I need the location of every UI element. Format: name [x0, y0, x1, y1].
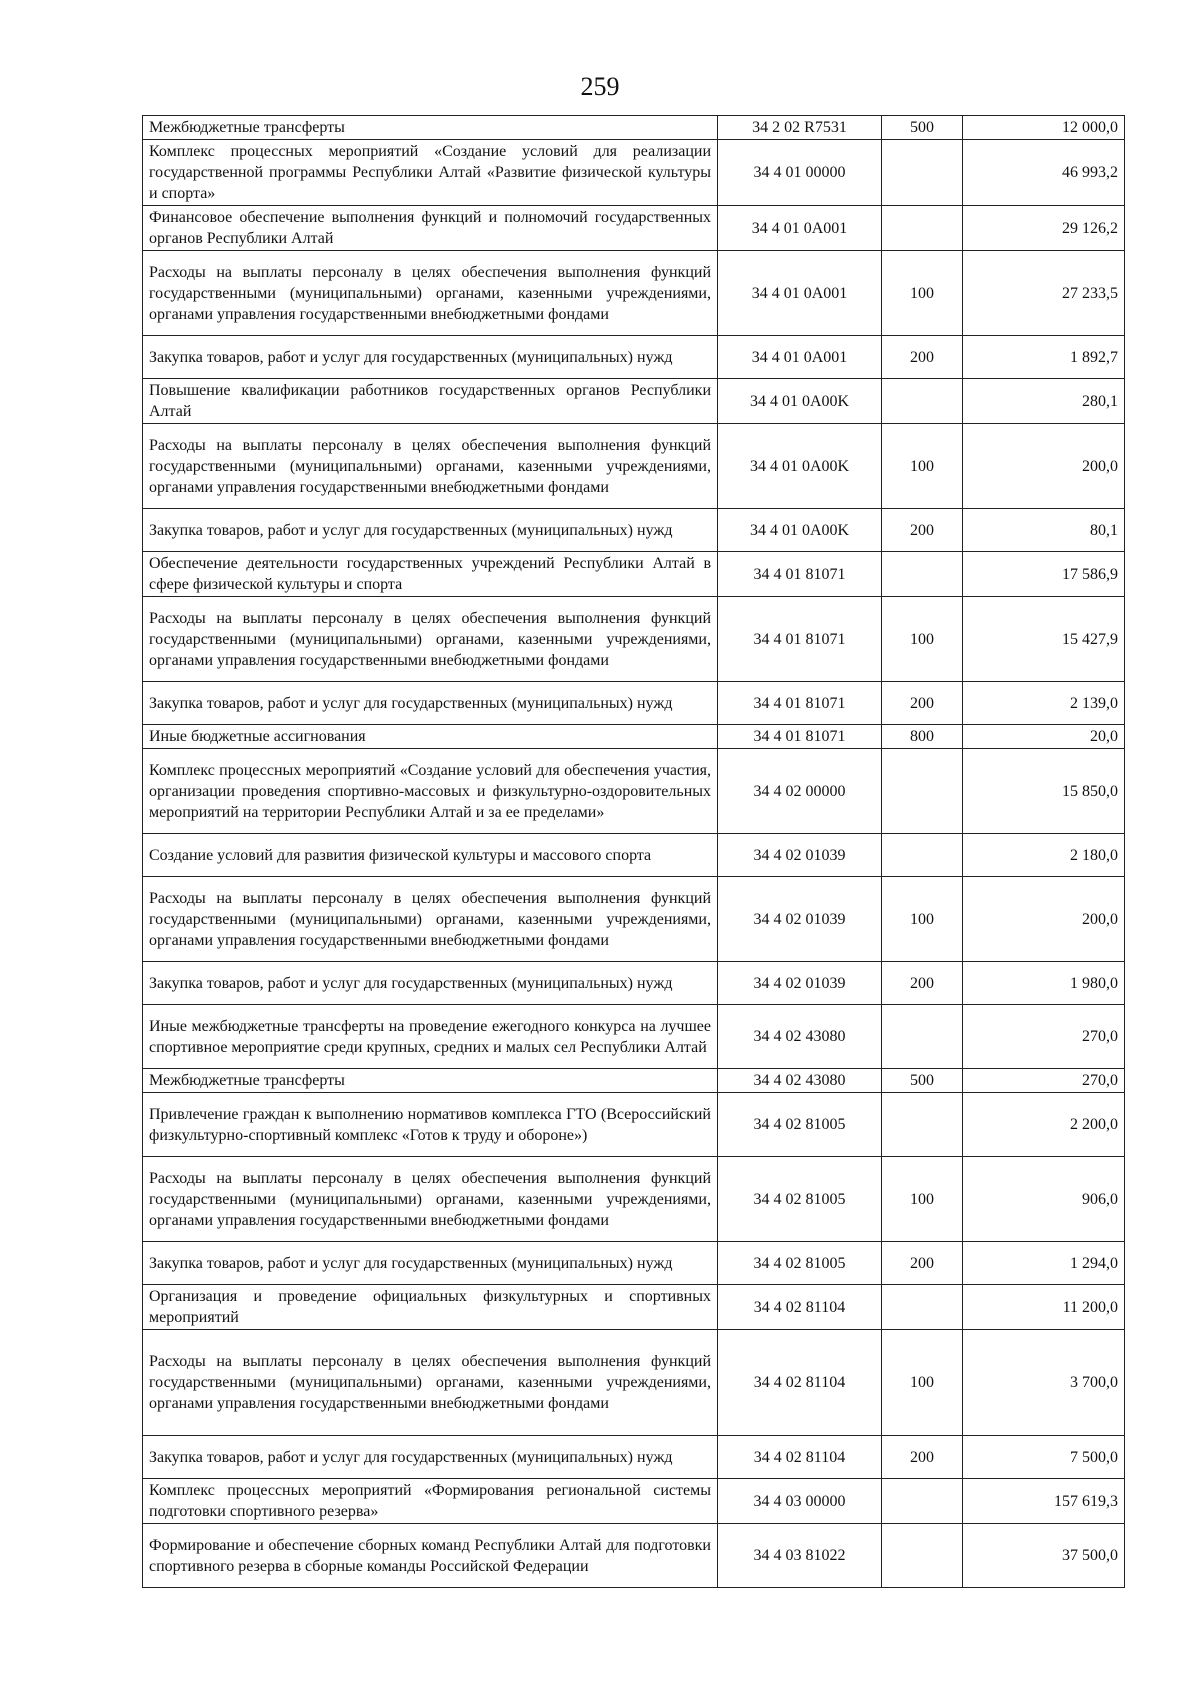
- expense-type: 200: [882, 962, 963, 1005]
- target-code: 34 4 01 0A001: [718, 336, 882, 379]
- target-code: 34 4 02 01039: [718, 877, 882, 962]
- item-name: Комплекс процессных мероприятий «Формирования региональной системы подготовки спортивного резерва»: [143, 1479, 718, 1524]
- expense-type: [882, 552, 963, 597]
- table-row: [143, 962, 1125, 1005]
- table-row: [143, 140, 1125, 206]
- target-code: 34 4 01 81071: [718, 597, 882, 682]
- table-row: [143, 1330, 1125, 1436]
- amount: 906,0: [963, 1157, 1125, 1242]
- expense-type: [882, 206, 963, 251]
- table-row: [143, 1093, 1125, 1157]
- item-name: Комплекс процессных мероприятий «Создание условий для реализации государственной программы Республики Алтай «Развитие физической культуры и спорта»: [143, 140, 718, 206]
- table-row: [143, 552, 1125, 597]
- table-row: [143, 251, 1125, 336]
- table-row: [143, 1005, 1125, 1069]
- expense-type: 200: [882, 1436, 963, 1479]
- expense-type: 100: [882, 597, 963, 682]
- table-row: [143, 336, 1125, 379]
- target-code: 34 4 01 0A00K: [718, 509, 882, 552]
- amount: 270,0: [963, 1005, 1125, 1069]
- target-code: 34 4 03 81022: [718, 1524, 882, 1588]
- expense-type: 100: [882, 877, 963, 962]
- amount: 15 850,0: [963, 749, 1125, 834]
- target-code: 34 4 02 81104: [718, 1330, 882, 1436]
- expense-type: [882, 1524, 963, 1588]
- expense-type: 800: [882, 725, 963, 749]
- table-row: [143, 206, 1125, 251]
- table-row: [143, 509, 1125, 552]
- amount: 2 180,0: [963, 834, 1125, 877]
- amount: 280,1: [963, 379, 1125, 424]
- expense-type: [882, 140, 963, 206]
- item-name: Финансовое обеспечение выполнения функций и полномочий государственных органов Республики Алтай: [143, 206, 718, 251]
- expense-type: 100: [882, 1157, 963, 1242]
- table-row: [143, 1242, 1125, 1285]
- item-name: Расходы на выплаты персоналу в целях обеспечения выполнения функций государственными (муниципальными) органами, казенными учреждениями, органами управления государственными внебюджетными фондами: [143, 1330, 718, 1436]
- target-code: 34 4 02 01039: [718, 834, 882, 877]
- amount: 2 139,0: [963, 682, 1125, 725]
- table-row: [143, 1479, 1125, 1524]
- table-row: [143, 379, 1125, 424]
- item-name: Обеспечение деятельности государственных учреждений Республики Алтай в сфере физической культуры и спорта: [143, 552, 718, 597]
- amount: 11 200,0: [963, 1285, 1125, 1330]
- expense-type: [882, 1285, 963, 1330]
- table-row: [143, 116, 1125, 140]
- amount: 157 619,3: [963, 1479, 1125, 1524]
- expense-type: [882, 379, 963, 424]
- target-code: 34 4 01 0A001: [718, 251, 882, 336]
- amount: 27 233,5: [963, 251, 1125, 336]
- item-name: Расходы на выплаты персоналу в целях обеспечения выполнения функций государственными (муниципальными) органами, казенными учреждениями, органами управления государственными внебюджетными фондами: [143, 1157, 718, 1242]
- table-row: [143, 1285, 1125, 1330]
- item-name: Формирование и обеспечение сборных команд Республики Алтай для подготовки спортивного резерва в сборные команды Российской Федерации: [143, 1524, 718, 1588]
- table-row: [143, 424, 1125, 509]
- amount: 46 993,2: [963, 140, 1125, 206]
- expense-type: 100: [882, 251, 963, 336]
- target-code: 34 4 01 0A001: [718, 206, 882, 251]
- table-row: [143, 877, 1125, 962]
- target-code: 34 4 02 01039: [718, 962, 882, 1005]
- table-row: [143, 1157, 1125, 1242]
- amount: 1 892,7: [963, 336, 1125, 379]
- amount: 20,0: [963, 725, 1125, 749]
- target-code: 34 4 02 81005: [718, 1093, 882, 1157]
- amount: 1 980,0: [963, 962, 1125, 1005]
- item-name: Закупка товаров, работ и услуг для государственных (муниципальных) нужд: [143, 1436, 718, 1479]
- expense-type: 200: [882, 682, 963, 725]
- budget-table: [142, 115, 1125, 1588]
- target-code: 34 4 01 81071: [718, 552, 882, 597]
- item-name: Иные бюджетные ассигнования: [143, 725, 718, 749]
- expense-type: 200: [882, 509, 963, 552]
- page-number: 259: [580, 72, 620, 101]
- amount: 270,0: [963, 1069, 1125, 1093]
- target-code: 34 4 02 43080: [718, 1005, 882, 1069]
- table-row: [143, 834, 1125, 877]
- expense-type: 200: [882, 1242, 963, 1285]
- amount: 37 500,0: [963, 1524, 1125, 1588]
- item-name: Расходы на выплаты персоналу в целях обеспечения выполнения функций государственными (муниципальными) органами, казенными учреждениями, органами управления государственными внебюджетными фондами: [143, 424, 718, 509]
- expense-type: [882, 1005, 963, 1069]
- expense-type: 500: [882, 1069, 963, 1093]
- target-code: 34 4 03 00000: [718, 1479, 882, 1524]
- target-code: 34 4 02 00000: [718, 749, 882, 834]
- item-name: Закупка товаров, работ и услуг для государственных (муниципальных) нужд: [143, 682, 718, 725]
- table-row: [143, 682, 1125, 725]
- table-row: [143, 1524, 1125, 1588]
- amount: 200,0: [963, 877, 1125, 962]
- item-name: Межбюджетные трансферты: [143, 116, 718, 140]
- item-name: Расходы на выплаты персоналу в целях обеспечения выполнения функций государственными (муниципальными) органами, казенными учреждениями, органами управления государственными внебюджетными фондами: [143, 597, 718, 682]
- budget-table-body: [143, 116, 1125, 1588]
- expense-type: 100: [882, 424, 963, 509]
- target-code: 34 4 02 81005: [718, 1157, 882, 1242]
- target-code: 34 4 01 81071: [718, 682, 882, 725]
- expense-type: 100: [882, 1330, 963, 1436]
- item-name: Привлечение граждан к выполнению нормативов комплекса ГТО (Всероссийский физкультурно-спортивный комплекс «Готов к труду и обороне»): [143, 1093, 718, 1157]
- target-code: 34 4 01 0A00K: [718, 379, 882, 424]
- table-row: [143, 1436, 1125, 1479]
- target-code: 34 4 01 0A00K: [718, 424, 882, 509]
- item-name: Расходы на выплаты персоналу в целях обеспечения выполнения функций государственными (муниципальными) органами, казенными учреждениями, органами управления государственными внебюджетными фондами: [143, 251, 718, 336]
- table-row: [143, 597, 1125, 682]
- table-row: [143, 749, 1125, 834]
- expense-type: [882, 1479, 963, 1524]
- expense-type: 500: [882, 116, 963, 140]
- amount: 3 700,0: [963, 1330, 1125, 1436]
- expense-type: [882, 749, 963, 834]
- table-row: [143, 725, 1125, 749]
- target-code: 34 2 02 R7531: [718, 116, 882, 140]
- item-name: Повышение квалификации работников государственных органов Республики Алтай: [143, 379, 718, 424]
- target-code: 34 4 01 00000: [718, 140, 882, 206]
- expense-type: [882, 834, 963, 877]
- expense-type: [882, 1093, 963, 1157]
- item-name: Организация и проведение официальных физкультурных и спортивных мероприятий: [143, 1285, 718, 1330]
- amount: 29 126,2: [963, 206, 1125, 251]
- item-name: Комплекс процессных мероприятий «Создание условий для обеспечения участия, организации проведения спортивно-массовых и физкультурно-оздоровительных мероприятий на территории Республики Алтай и за ее пределами»: [143, 749, 718, 834]
- amount: 7 500,0: [963, 1436, 1125, 1479]
- amount: 2 200,0: [963, 1093, 1125, 1157]
- item-name: Иные межбюджетные трансферты на проведение ежегодного конкурса на лучшее спортивное мероприятие среди крупных, средних и малых сел Республики Алтай: [143, 1005, 718, 1069]
- amount: 17 586,9: [963, 552, 1125, 597]
- target-code: 34 4 02 43080: [718, 1069, 882, 1093]
- amount: 12 000,0: [963, 116, 1125, 140]
- target-code: 34 4 02 81104: [718, 1285, 882, 1330]
- item-name: Закупка товаров, работ и услуг для государственных (муниципальных) нужд: [143, 1242, 718, 1285]
- item-name: Расходы на выплаты персоналу в целях обеспечения выполнения функций государственными (муниципальными) органами, казенными учреждениями, органами управления государственными внебюджетными фондами: [143, 877, 718, 962]
- item-name: Закупка товаров, работ и услуг для государственных (муниципальных) нужд: [143, 509, 718, 552]
- target-code: 34 4 02 81104: [718, 1436, 882, 1479]
- expense-type: 200: [882, 336, 963, 379]
- item-name: Закупка товаров, работ и услуг для государственных (муниципальных) нужд: [143, 962, 718, 1005]
- item-name: Межбюджетные трансферты: [143, 1069, 718, 1093]
- amount: 200,0: [963, 424, 1125, 509]
- item-name: Создание условий для развития физической культуры и массового спорта: [143, 834, 718, 877]
- item-name: Закупка товаров, работ и услуг для государственных (муниципальных) нужд: [143, 336, 718, 379]
- amount: 80,1: [963, 509, 1125, 552]
- target-code: 34 4 01 81071: [718, 725, 882, 749]
- amount: 15 427,9: [963, 597, 1125, 682]
- target-code: 34 4 02 81005: [718, 1242, 882, 1285]
- amount: 1 294,0: [963, 1242, 1125, 1285]
- table-row: [143, 1069, 1125, 1093]
